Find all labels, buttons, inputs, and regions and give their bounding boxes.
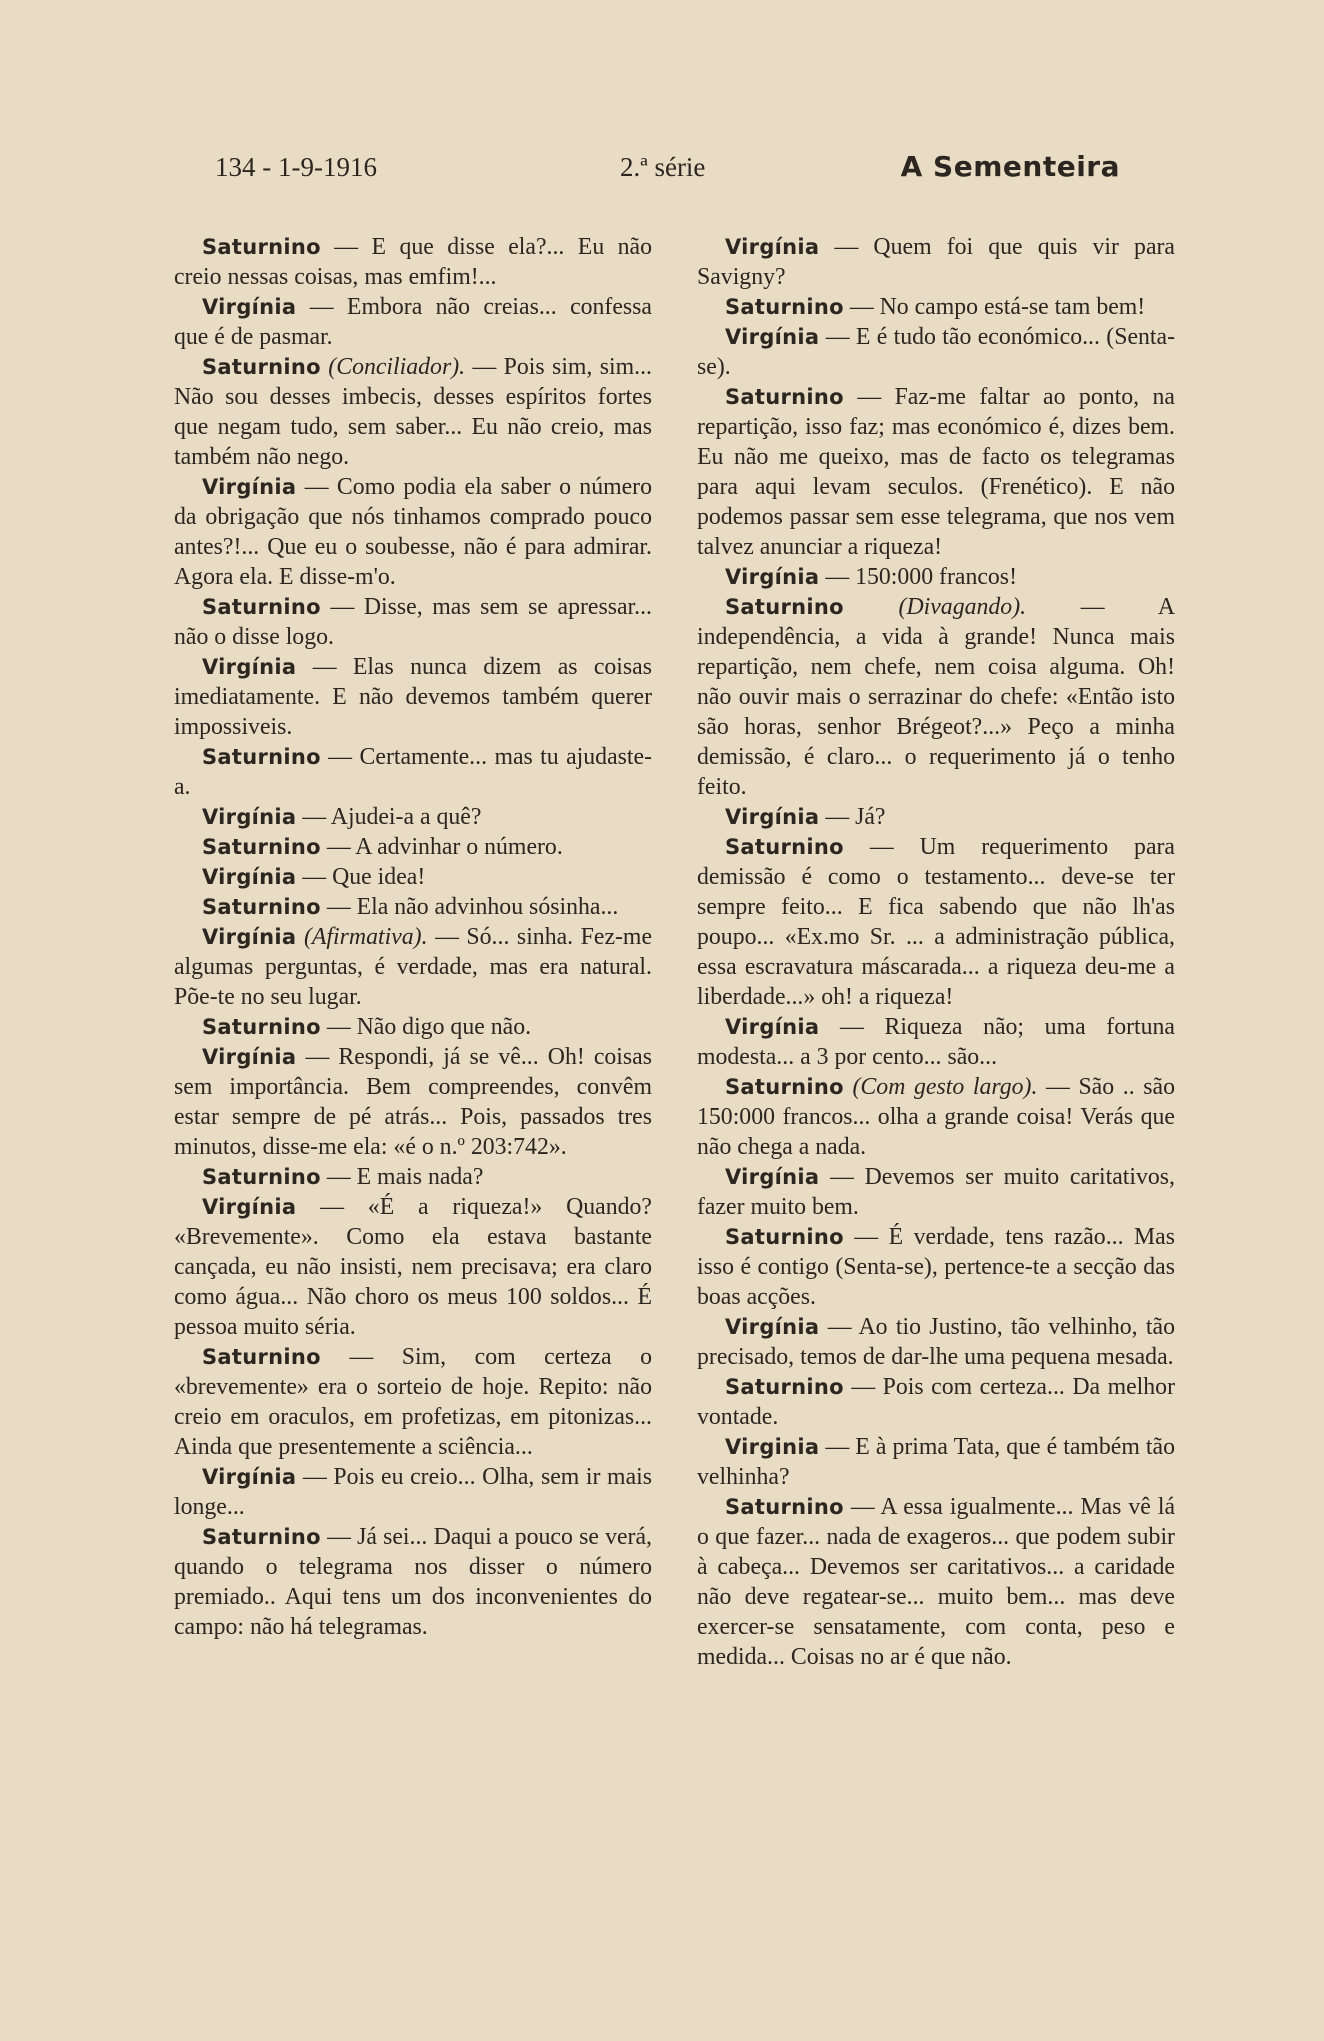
speaker-name: Saturnino bbox=[202, 835, 321, 859]
left-column bbox=[174, 232, 652, 1642]
speaker-name: Saturnino bbox=[725, 835, 844, 859]
dialogue-text: — E mais nada? bbox=[326, 1164, 484, 1190]
dialogue-text: — Respondi, já se vê... Oh! coisas sem importância. Bem compreendes, convêm estar sempre de pé atrás... Pois, passados tres minutos, disse-me ela: «é o n.º 203:742». bbox=[174, 1044, 653, 1160]
stage-direction: (Afirmativa). bbox=[303, 924, 428, 950]
dialogue-text: — Pois eu creio... Olha, sem ir mais longe... bbox=[174, 1464, 652, 1520]
dialogue-line bbox=[697, 382, 1175, 562]
issue-date: 134 - 1-9-1916 bbox=[215, 152, 377, 182]
dialogue-text: — No campo está-se tam bem! bbox=[849, 294, 1146, 320]
speaker-name: Saturnino bbox=[725, 295, 844, 319]
dialogue-text: — Embora não creias... confessa que é de pasmar. bbox=[174, 294, 652, 350]
dialogue-text: — Quem foi que quis vir para Savigny? bbox=[697, 234, 1175, 290]
dialogue-line bbox=[174, 1462, 652, 1522]
dialogue-text: — Que idea! bbox=[302, 864, 426, 890]
dialogue-line bbox=[697, 562, 1175, 592]
speaker-name: Saturnino bbox=[202, 1015, 321, 1039]
dialogue-text: — Como podia ela saber o número da obrigação que nós tinhamos comprado pouco antes?!... Que eu o soubesse, não é para admirar. Agora ela. E disse-m'o. bbox=[174, 474, 653, 590]
speaker-name: Saturnino bbox=[202, 745, 321, 769]
dialogue-line bbox=[174, 1042, 652, 1162]
dialogue-line bbox=[174, 352, 652, 472]
speaker-name: Virgínia bbox=[202, 655, 297, 679]
dialogue-line bbox=[697, 1372, 1175, 1432]
speaker-name: Saturnino bbox=[202, 1345, 321, 1369]
dialogue-text: — A advinhar o número. bbox=[326, 834, 563, 860]
speaker-name: Saturnino bbox=[725, 1225, 844, 1249]
dialogue-line bbox=[174, 832, 652, 862]
dialogue-text: — Ajudei-a a quê? bbox=[302, 804, 482, 830]
dialogue-line bbox=[697, 292, 1175, 322]
dialogue-line bbox=[174, 592, 652, 652]
dialogue-text: — «É a riqueza!» Quando? «Brevemente». Como ela estava bastante cançada, eu não insisti, nem precisava; era claro como água... Não choro os meus 100 soldos... É pessoa muito séria. bbox=[174, 1194, 652, 1340]
speaker-name: Virgínia bbox=[725, 325, 820, 349]
dialogue-line bbox=[174, 1192, 652, 1342]
speaker-name: Saturnino bbox=[202, 1525, 321, 1549]
speaker-name: Virgínia bbox=[202, 805, 297, 829]
dialogue-text: — Elas nunca dizem as coisas imediatamente. E não devemos também querer impossiveis. bbox=[174, 654, 652, 740]
speaker-name: Virgínia bbox=[202, 475, 297, 499]
speaker-name: Saturnino bbox=[202, 895, 321, 919]
dialogue-line bbox=[697, 1492, 1175, 1672]
dialogue-text: — Só... sinha. Fez-me algumas perguntas, é verdade, mas era natural. Põe-te no seu lugar. bbox=[174, 924, 653, 1010]
dialogue-line bbox=[174, 802, 652, 832]
dialogue-text: — Pois com certeza... Da melhor vontade. bbox=[697, 1374, 1175, 1430]
speaker-name: Virgínia bbox=[725, 1165, 820, 1189]
speaker-name: Saturnino bbox=[725, 1375, 844, 1399]
dialogue-line bbox=[174, 1162, 652, 1192]
dialogue-text: — Já sei... Daqui a pouco se verá, quando o telegrama nos disser o número premiado.. Aqui tens um dos inconvenientes do campo: não há telegramas. bbox=[174, 1524, 652, 1640]
dialogue-line bbox=[174, 1342, 652, 1462]
right-column bbox=[697, 232, 1175, 1672]
dialogue-text: — Devemos ser muito caritativos, fazer muito bem. bbox=[697, 1164, 1175, 1220]
dialogue-text: — Já? bbox=[825, 804, 886, 830]
dialogue-text: — Ao tio Justino, tão velhinho, tão precisado, temos de dar-lhe uma pequena mesada. bbox=[697, 1314, 1175, 1370]
dialogue-line bbox=[697, 802, 1175, 832]
dialogue-text: — Ela não advinhou sósinha... bbox=[326, 894, 619, 920]
dialogue-text: — A essa igualmente... Mas vê lá o que fazer... nada de exageros... que podem subir à cabeça... Devemos ser caritativos... a caridade não deve regatear-se... muito bem... mas deve exercer-se sensatamente, com conta, peso e medida... Coisas no ar é que não. bbox=[697, 1494, 1176, 1670]
dialogue-line bbox=[174, 1012, 652, 1042]
dialogue-text: — E que disse ela?... Eu não creio nessas coisas, mas emfim!... bbox=[174, 234, 653, 290]
dialogue-line bbox=[174, 892, 652, 922]
dialogue-text: — Faz-me faltar ao ponto, na repartição, isso faz; mas económico é, dizes bem. Eu não me queixo, mas de facto os telegramas para aqui levam seculos. (Frenético). E não podemos passar sem esse telegrama, que nos vem talvez anunciar a riqueza! bbox=[697, 384, 1175, 560]
dialogue-line bbox=[697, 832, 1175, 1012]
stage-direction: (Conciliador). bbox=[328, 354, 466, 380]
dialogue-line bbox=[174, 652, 652, 742]
dialogue-text: — Pois sim, sim... Não sou desses imbecis, desses espíritos fortes que negam tudo, sem saber... Eu não creio, mas também não nego. bbox=[174, 354, 652, 470]
speaker-name: Virgínia bbox=[202, 1465, 297, 1489]
dialogue-line bbox=[174, 472, 652, 592]
speaker-name: Virgínia bbox=[725, 805, 820, 829]
dialogue-line bbox=[697, 1072, 1175, 1162]
dialogue-line bbox=[697, 1012, 1175, 1072]
dialogue-line bbox=[174, 1522, 652, 1642]
dialogue-line bbox=[697, 1312, 1175, 1372]
speaker-name: Virgínia bbox=[202, 1045, 297, 1069]
speaker-name: Saturnino bbox=[202, 595, 321, 619]
speaker-name: Saturnino bbox=[202, 235, 321, 259]
dialogue-line bbox=[697, 1222, 1175, 1312]
speaker-name: Saturnino bbox=[725, 595, 844, 619]
dialogue-text: — 150:000 francos! bbox=[825, 564, 1017, 590]
dialogue-text: — Certamente... mas tu ajudaste-a. bbox=[174, 744, 653, 800]
speaker-name: Virgínia bbox=[202, 925, 297, 949]
stage-direction: (Com gesto largo). bbox=[852, 1074, 1038, 1100]
dialogue-text: — São .. são 150:000 francos... olha a grande coisa! Verás que não chega a nada. bbox=[697, 1074, 1175, 1160]
dialogue-line bbox=[697, 1432, 1175, 1492]
dialogue-text: — Não digo que não. bbox=[326, 1014, 532, 1040]
dialogue-text: — Sim, com certeza o «brevemente» era o sorteio de hoje. Repito: não creio em oraculos, em profetizas, em pitonizas... Ainda que presentemente a sciência... bbox=[174, 1344, 652, 1460]
speaker-name: Virgínia bbox=[202, 295, 297, 319]
speaker-name: Saturnino bbox=[725, 1075, 844, 1099]
dialogue-text: — A independência, a vida à grande! Nunca mais repartição, nem chefe, nem coisa alguma. Oh! não ouvir mais o serrazinar do chefe: «Então isto são horas, senhor Brégeot?...» Peço a minha demissão, é claro... o requerimento já o tenho feito. bbox=[697, 594, 1176, 800]
speaker-name: Saturnino bbox=[725, 385, 844, 409]
speaker-name: Virginia bbox=[725, 1435, 820, 1459]
speaker-name: Virgínia bbox=[725, 565, 820, 589]
series-label: 2.ª série bbox=[620, 152, 706, 182]
dialogue-text: — Riqueza não; uma fortuna modesta... a 3 por cento... são... bbox=[697, 1014, 1175, 1070]
speaker-name: Saturnino bbox=[202, 1165, 321, 1189]
dialogue-line bbox=[174, 232, 652, 292]
page-header bbox=[215, 150, 1120, 190]
dialogue-text: — Disse, mas sem se apressar... não o disse logo. bbox=[174, 594, 652, 650]
speaker-name: Virgínia bbox=[725, 235, 820, 259]
speaker-name: Virgínia bbox=[725, 1315, 820, 1339]
dialogue-line bbox=[174, 862, 652, 892]
stage-direction: (Divagando). bbox=[898, 594, 1027, 620]
speaker-name: Virgínia bbox=[202, 865, 297, 889]
dialogue-line bbox=[697, 592, 1175, 802]
dialogue-text: — Um requerimento para demissão é como o testamento... deve-se ter sempre feito... E fica sabendo que não lh'as poupo... «Ex.mo Sr. ... a administração pública, essa escravatura máscarada... a riqueza deu-me a liberdade...» oh! a riqueza! bbox=[697, 834, 1175, 1010]
dialogue-text: — É verdade, tens razão... Mas isso é contigo (Senta-se), pertence-te a secção das boas acções. bbox=[697, 1224, 1175, 1310]
speaker-name: Virgínia bbox=[725, 1015, 820, 1039]
speaker-name: Virgínia bbox=[202, 1195, 297, 1219]
dialogue-line bbox=[697, 232, 1175, 292]
journal-title: A Sementeira bbox=[900, 150, 1120, 183]
dialogue-line bbox=[174, 742, 652, 802]
dialogue-line bbox=[697, 1162, 1175, 1222]
dialogue-text: — E à prima Tata, que é também tão velhinha? bbox=[697, 1434, 1175, 1490]
dialogue-line bbox=[174, 292, 652, 352]
dialogue-line bbox=[174, 922, 652, 1012]
speaker-name: Saturnino bbox=[725, 1495, 844, 1519]
speaker-name: Saturnino bbox=[202, 355, 321, 379]
dialogue-text: — E é tudo tão económico... (Senta-se). bbox=[697, 324, 1176, 380]
dialogue-line bbox=[697, 322, 1175, 382]
